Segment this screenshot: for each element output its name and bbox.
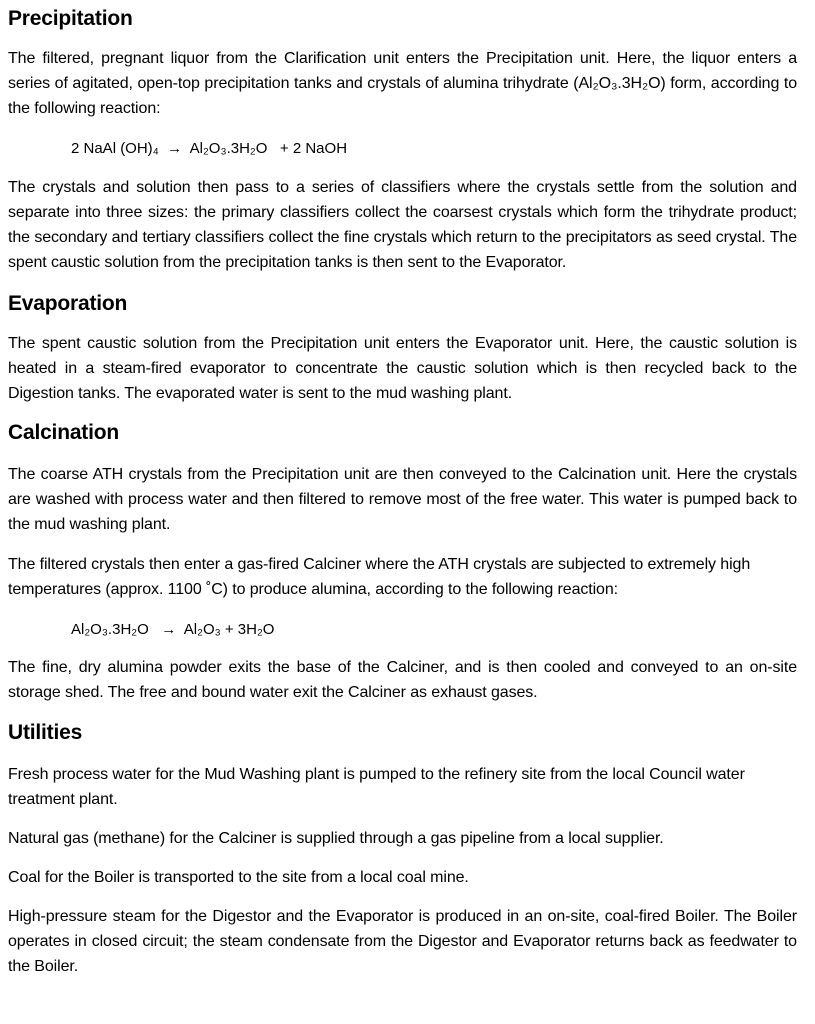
heading-utilities: Utilities [8, 721, 83, 744]
heading-evaporation: Evaporation [8, 292, 128, 315]
utilities-paragraph-4: High-pressure steam for the Digestor and the Evaporator is produced in an on-site, coal-fired Boiler. The Boiler operates in closed circuit; the steam condensate from the Digestor and Evaporator returns back as feedwater to the Boiler. [8, 908, 797, 975]
document-page [8, 0, 797, 979]
heading-calcination: Calcination [8, 421, 119, 444]
utilities-paragraph-3: Coal for the Boiler is transported to the site from a local coal mine. [8, 869, 469, 886]
calcination-paragraph-3: The fine, dry alumina powder exits the base of the Calciner, and is then cooled and conveyed to an on-site storage shed. The free and bound water exit the Calciner as exhaust gases. [8, 659, 797, 701]
evaporation-paragraph-1: The spent caustic solution from the Precipitation unit enters the Evaporator unit. Here, the caustic solution is heated in a steam-fired evaporator to concentrate the caustic solution which is then recycled back to the Digestion tanks. The evaporated water is sent to the mud washing plant. [8, 335, 797, 402]
precipitation-paragraph-2: The crystals and solution then pass to a series of classifiers where the crystals settle from the solution and separate into three sizes: the primary classifiers collect the coarsest crystals which form the trihydrate product; the secondary and tertiary classifiers collect the fine crystals which return to the precipitators as seed crystal. The spent caustic solution from the precipitation tanks is then sent to the Evaporator. [8, 179, 797, 271]
utilities-paragraph-1: Fresh process water for the Mud Washing plant is pumped to the refinery site from the local Council water treatment plant. [8, 766, 745, 808]
calcination-paragraph-1: The coarse ATH crystals from the Precipitation unit are then conveyed to the Calcination unit. Here the crystals are washed with process water and then filtered to remove most of the free water. This water is pumped back to the mud washing plant. [8, 466, 797, 533]
precipitation-paragraph-1: The filtered, pregnant liquor from the Clarification unit enters the Precipitation unit. Here, the liquor enters a series of agitated, open-top precipitation tanks and crystals of alumina trihydrate (Al₂O₃.3H₂O) form, according to the following reaction: [8, 50, 797, 117]
heading-precipitation: Precipitation [8, 7, 133, 30]
precipitation-reaction-equation: 2 NaAl (OH)₄ → Al₂O₃.3H₂O + 2 NaOH [71, 140, 348, 157]
utilities-paragraph-2: Natural gas (methane) for the Calciner is supplied through a gas pipeline from a local supplier. [8, 830, 664, 847]
calcination-paragraph-2: The filtered crystals then enter a gas-fired Calciner where the ATH crystals are subjected to extremely high temperatures (approx. 1100 ˚C) to produce alumina, according to the following reaction: [8, 556, 751, 598]
calcination-reaction-equation: Al₂O₃.3H₂O → Al₂O₃ + 3H₂O [71, 621, 275, 638]
